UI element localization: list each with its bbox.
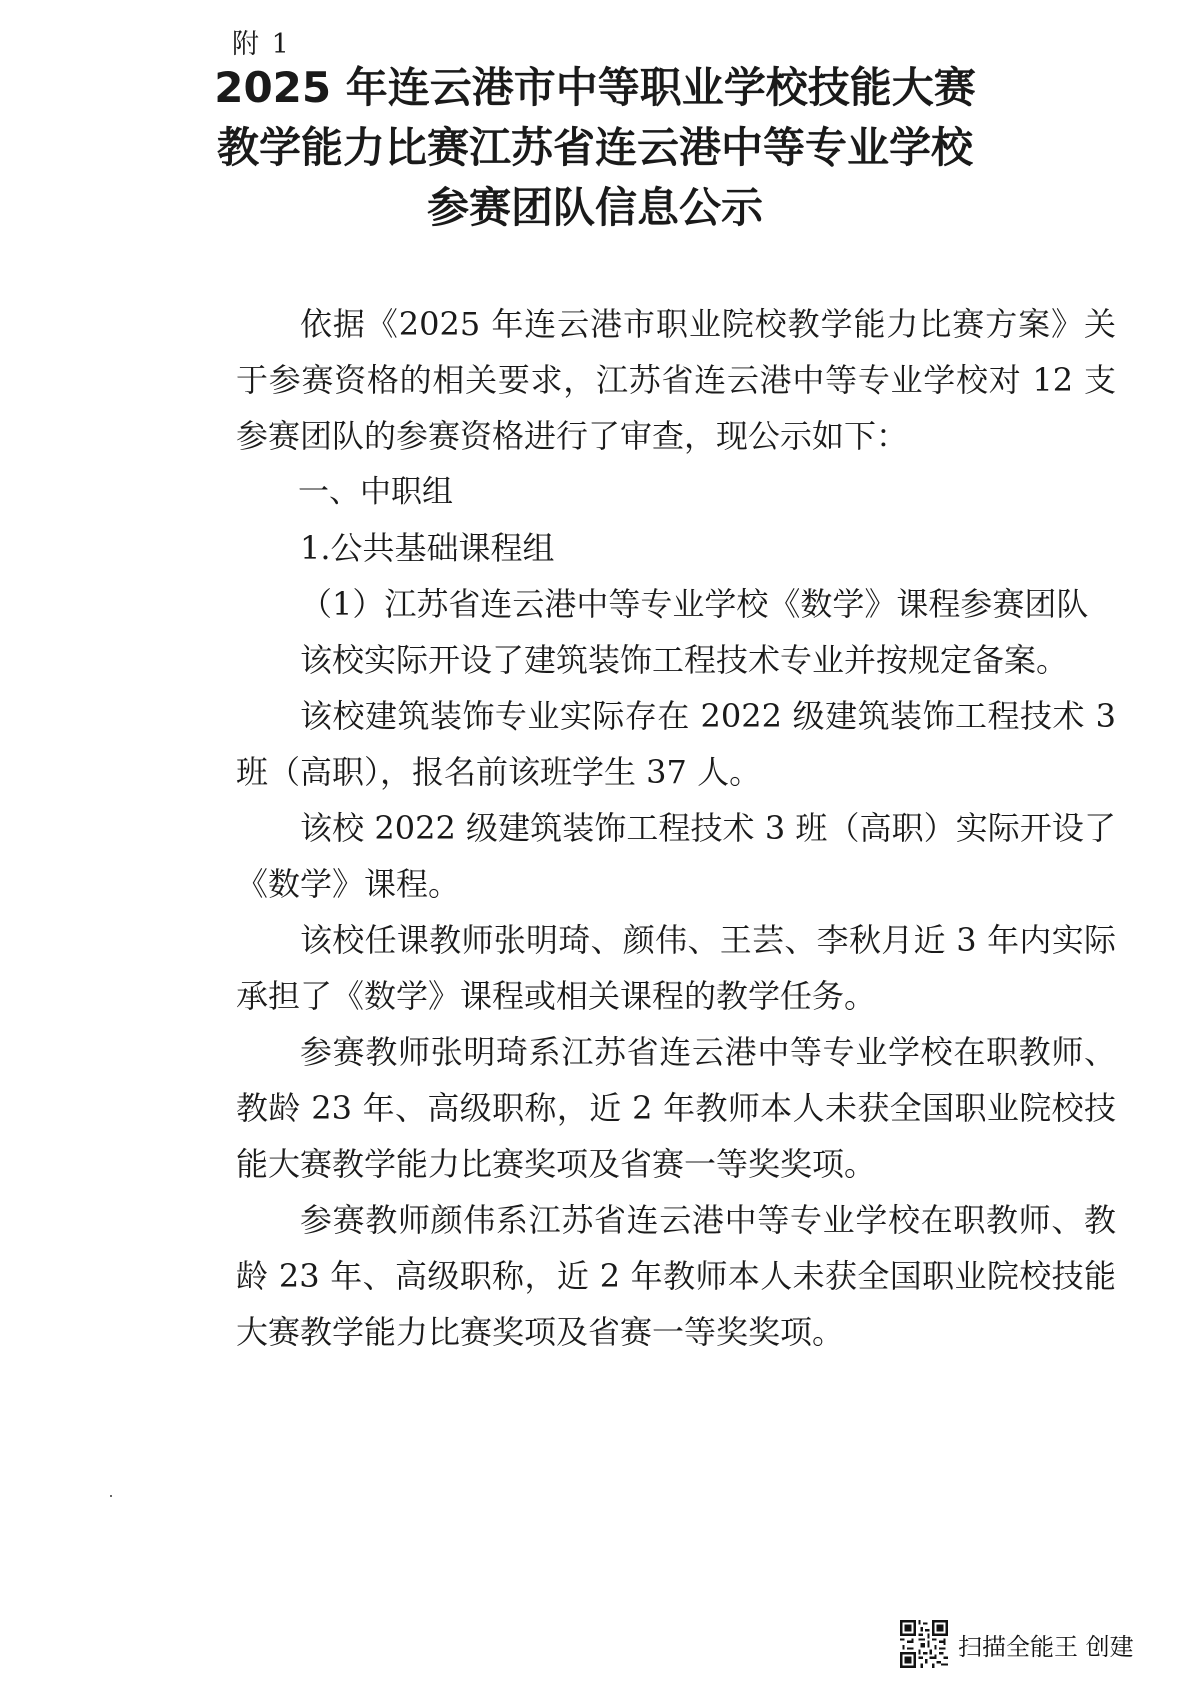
team-heading: （1）江苏省连云港中等专业学校《数学》课程参赛团队: [300, 585, 1089, 623]
document-body: [236, 296, 1116, 1360]
scanner-watermark: [900, 1620, 1134, 1668]
annex-label: 附 1: [232, 29, 291, 60]
qr-code-icon: [900, 1620, 948, 1668]
title-line-1: 2025 年连云港市中等职业学校技能大赛: [214, 63, 976, 112]
title-line-3: 参赛团队信息公示: [426, 183, 763, 232]
subsection-heading: 1.公共基础课程组: [300, 529, 555, 567]
paragraph-class: 该校建筑装饰专业实际存在 2022 级建筑装饰工程技术 3 班（高职），报名前该班学生 37 人。: [236, 697, 1116, 791]
scanner-app-label: 扫描全能王 创建: [958, 1632, 1134, 1661]
intro-paragraph: 依据《2025 年连云港市职业院校教学能力比赛方案》关于参赛资格的相关要求，江苏省连云港中等专业学校对 12 支参赛团队的参赛资格进行了审查，现公示如下：: [236, 305, 1116, 455]
paragraph-teachers: 该校任课教师张明琦、颜伟、王芸、李秋月近 3 年内实际承担了《数学》课程或相关课程的教学任务。: [236, 921, 1116, 1015]
scan-speck: [110, 1495, 112, 1497]
paragraph-course: 该校 2022 级建筑装饰工程技术 3 班（高职）实际开设了《数学》课程。: [236, 809, 1116, 903]
section-heading: 一、中职组: [298, 474, 453, 510]
title-line-2: 教学能力比赛江苏省连云港中等专业学校: [216, 123, 973, 172]
paragraph-major: 该校实际开设了建筑装饰工程技术专业并按规定备案。: [300, 641, 1069, 679]
paragraph-teacher-yan: 参赛教师颜伟系江苏省连云港中等专业学校在职教师、教龄 23 年、高级职称，近 2 年教师本人未获全国职业院校技能大赛教学能力比赛奖项及省赛一等奖奖项。: [236, 1201, 1116, 1351]
paragraph-teacher-zhang: 参赛教师张明琦系江苏省连云港中等专业学校在职教师、教龄 23 年、高级职称，近 2 年教师本人未获全国职业院校技能大赛教学能力比赛奖项及省赛一等奖奖项。: [236, 1033, 1116, 1183]
document-title: [0, 58, 1190, 238]
